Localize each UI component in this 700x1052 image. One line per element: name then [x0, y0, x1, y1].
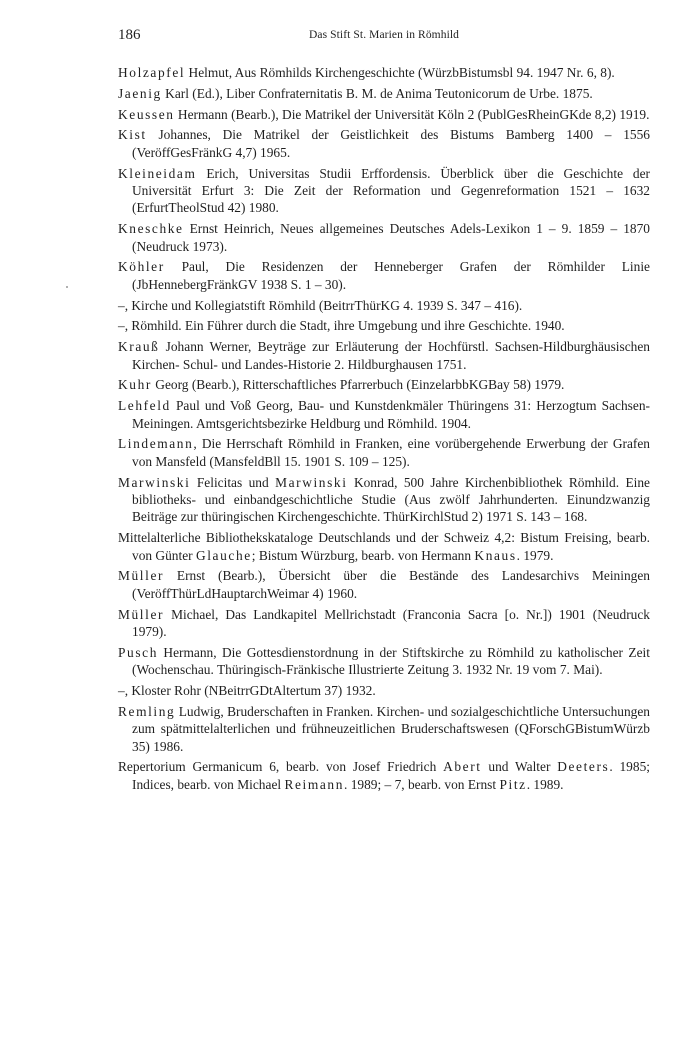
entry-text: Ernst (Bearb.), Übersicht über die Bestände des Landesarchivs Meiningen (VeröffThürLdHauptarchWeimar 4) 1960.	[132, 568, 650, 601]
entry-text: Johann Werner, Beyträge zur Erläuterung der Hochfürstl. Sachsen-Hildburghäusischen Kirchen- Schul- und Landes-Historie 2. Hildburghausen 1751.	[132, 339, 650, 372]
entry-text: Johannes, Die Matrikel der Geistlichkeit des Bistums Bamberg 1400 – 1556 (VeröffGesFränkG 4,7) 1965.	[132, 127, 650, 160]
entry-text: –, Kirche und Kollegiatstift Römhild (BeitrrThürKG 4. 1939 S. 347 – 416).	[118, 297, 523, 313]
entry-person-name: Deeters	[557, 759, 610, 775]
bibliography-entry	[118, 220, 650, 255]
entry-text: Paul, Die Residenzen der Henneberger Grafen der Römhilder Linie (JbHennebergFränkGV 1938 S. 1 – 30).	[132, 259, 650, 292]
page-header	[118, 27, 650, 47]
bibliography-entry	[118, 397, 650, 432]
entry-text: Hermann, Die Gottesdienstordnung in der Stiftskirche zu Römhild zu katholischer Zeit (Wochenschau. Thüringisch-Fränkische Illustrierte Zeitung 3. 1932 Nr. 19 vom 7. Mai).	[132, 644, 650, 678]
bibliography-entry	[118, 682, 650, 699]
entry-text-continued: ; Bistum Würzburg, bearb. von Hermann	[251, 547, 475, 563]
entry-text: Felicitas und	[190, 474, 276, 490]
entry-author: Remling	[118, 703, 176, 719]
bibliography-entry	[118, 106, 650, 123]
bibliography-entry	[118, 529, 650, 564]
entry-person-name: Abert	[443, 759, 482, 775]
entry-person-name: Reimann	[284, 776, 344, 792]
entry-text: Hermann (Bearb.), Die Matrikel der Universität Köln 2 (PublGesRheinGKde 8,2) 1919.	[174, 106, 650, 122]
bibliography-list	[118, 64, 650, 797]
bibliography-entry	[118, 435, 650, 470]
entry-author: Köhler	[118, 259, 165, 275]
bibliography-entry	[118, 474, 650, 526]
entry-author: Lindemann	[118, 436, 194, 452]
running-title: Das Stift St. Marien in Römhild	[308, 29, 460, 41]
entry-author: Kuhr	[118, 377, 152, 393]
entry-text: Ernst Heinrich, Neues allgemeines Deutsches Adels-Lexikon 1 – 9. 1859 – 1870 (Neudruck 1973).	[132, 221, 650, 254]
entry-text: Michael, Das Landkapitel Mellrichstadt (Franconia Sacra [o. Nr.]) 1901 (Neudruck 1979).	[132, 606, 650, 640]
entry-author: Krauß	[118, 339, 160, 355]
entry-text-continued: . 1989.	[526, 776, 564, 792]
entry-author: Kneschke	[118, 221, 184, 237]
entry-text: , Die Herrschaft Römhild in Franken, eine vorübergehende Erwerbung der Grafen von Mansfeld (MansfeldBll 15. 1901 S. 109 – 125).	[132, 436, 650, 469]
page-number: 186	[118, 27, 141, 43]
bibliography-entry	[118, 606, 650, 641]
bibliography-entry	[118, 758, 650, 793]
entry-person-name: Glauche	[195, 547, 252, 563]
entry-author: Keussen	[118, 106, 175, 122]
entry-author: Müller	[118, 568, 165, 584]
entry-text-continued: . 1989; – 7, bearb. von Ernst	[344, 776, 500, 792]
bibliography-entry	[118, 85, 650, 102]
bibliography-entry	[118, 317, 650, 334]
bibliography-entry	[118, 338, 650, 373]
entry-text: Karl (Ed.), Liber Confraternitatis B. M. de Anima Teutonicorum de Urbe. 1875.	[161, 85, 593, 101]
entry-text-continued: . 1979.	[516, 547, 554, 563]
bibliography-entry	[118, 258, 650, 293]
entry-text: Repertorium Germanicum 6, bearb. von Josef Friedrich	[118, 759, 444, 775]
entry-text: Helmut, Aus Römhilds Kirchengeschichte (WürzbBistumsbl 94. 1947 Nr. 6, 8).	[185, 65, 615, 80]
entry-text: Paul und Voß Georg, Bau- und Kunstdenkmäler Thüringens 31: Herzogtum Sachsen-Meiningen. Amtsgerichtsbezirke Heldburg und Römhild. 1904.	[132, 398, 650, 431]
entry-text: Ludwig, Bruderschaften in Franken. Kirchen- und sozialgeschichtliche Untersuchungen zum spätmittelalterlichen und frühneuzeitlichen Bruderschaftswesen (QForschGBistumWürzb 35) 1986.	[132, 703, 650, 754]
entry-author: Jaenig	[118, 85, 162, 101]
bibliography-entry	[118, 126, 650, 161]
entry-person-name: Knaus	[474, 547, 517, 563]
entry-text: Erich, Universitas Studii Erffordensis. Überblick über die Geschichte der Universität Erfurt 3: Die Zeit der Reformation und Gegenreformation 1521 – 1632 (ErfurtTheolStud 42) 1980.	[132, 165, 650, 216]
bibliography-entry	[118, 376, 650, 393]
entry-person-name: Pitz	[499, 776, 527, 792]
bibliography-entry	[118, 567, 650, 602]
entry-text-continued: . 1985; Indices, bearb. von Michael	[132, 759, 650, 792]
entry-text: Mittelalterliche Bibliothekskataloge Deutschlands und der Schweiz 4,2: Bistum Freising, bearb. von Günter	[118, 530, 650, 563]
bibliography-entry	[118, 703, 650, 755]
entry-author: Müller	[118, 606, 165, 622]
entry-text-continued: und Walter	[481, 759, 558, 775]
bibliography-entry	[118, 64, 650, 81]
margin-speck	[66, 286, 68, 288]
entry-text: Georg (Bearb.), Ritterschaftliches Pfarrerbuch (EinzelarbbKGBay 58) 1979.	[151, 377, 565, 393]
entry-author: Marwinski	[118, 474, 191, 490]
entry-text: –, Römhild. Ein Führer durch die Stadt, ihre Umgebung und ihre Geschichte. 1940.	[118, 318, 565, 334]
entry-text: –, Kloster Rohr (NBeitrrGDtAltertum 37) 1932.	[118, 683, 376, 699]
bibliography-entry	[118, 297, 650, 314]
bibliography-entry	[118, 644, 650, 679]
entry-text-continued: Konrad, 500 Jahre Kirchenbibliothek Römhild. Eine bibliotheks- und einbandgeschichtliche Studie (Aus zwölf Jahrhunderten. Einundzwanzig Beiträge zur thüringischen Kirchengeschichte. ThürKirchlStud 2) 1971 S. 143 – 168.	[132, 474, 651, 525]
bibliography-entry	[118, 165, 650, 217]
entry-author: Holzapfel	[118, 65, 186, 80]
entry-author: Kist	[118, 127, 147, 143]
entry-author: Pusch	[118, 644, 158, 660]
entry-author: Lehfeld	[118, 398, 171, 414]
entry-author: Kleineidam	[118, 165, 197, 181]
entry-person-name: Marwinski	[275, 474, 348, 490]
